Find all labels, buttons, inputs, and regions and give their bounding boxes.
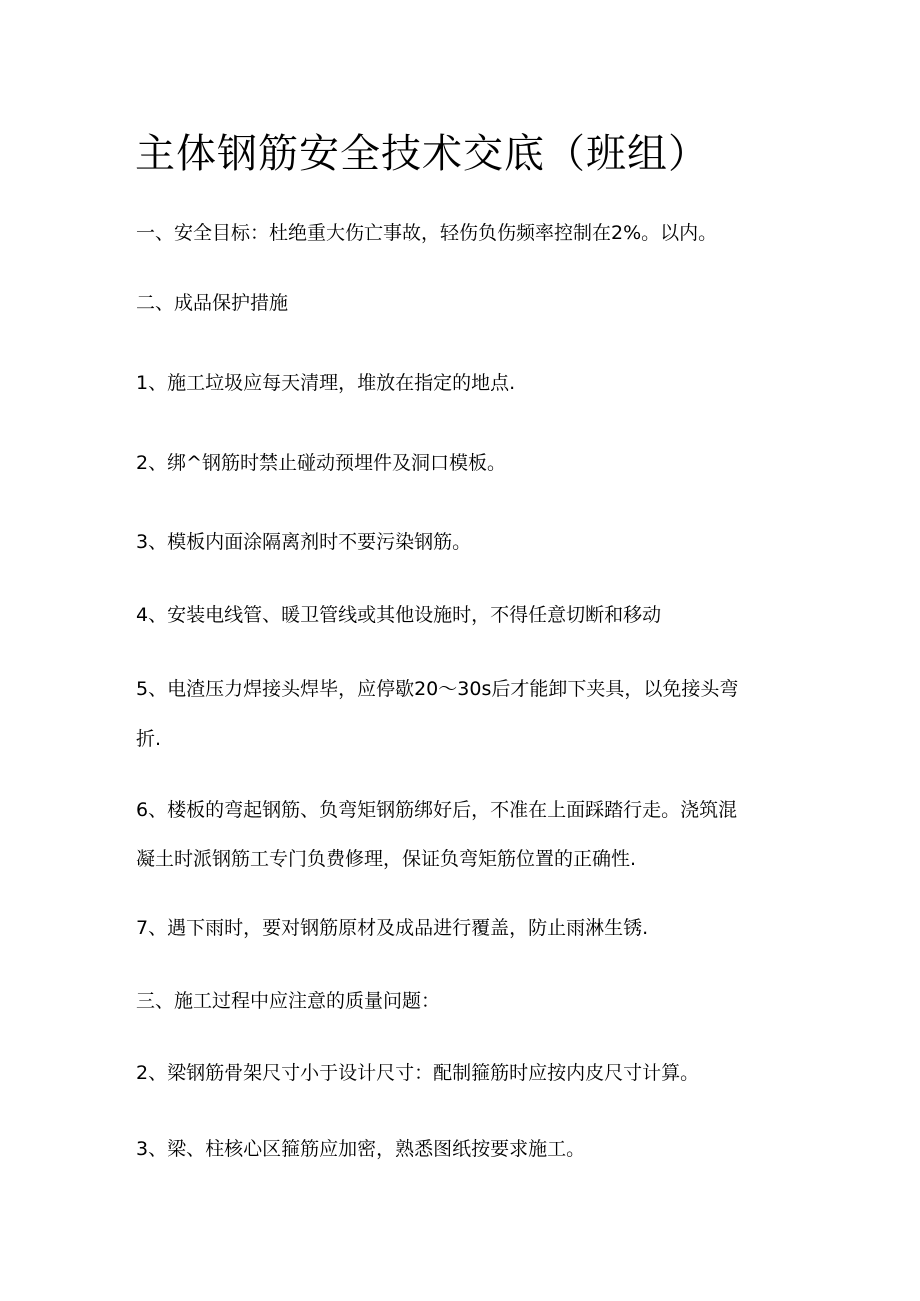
quality-item-2: 2、梁钢筋骨架尺寸小于设计尺寸：配制箍筋时应按内皮尺寸计算。	[136, 1062, 700, 1084]
protection-item-6-line-2: 凝土时派钢筋工专门负费修理，保证负弯矩筋位置的正确性.	[136, 848, 637, 870]
safety-goal-line: 一、安全目标：杜绝重大伤亡事故，轻伤负伤频率控制在2%。以内。	[136, 222, 718, 244]
protection-item-3: 3、模板内面涂隔离剂时不要污染钢筋。	[136, 531, 472, 553]
protection-item-5-line-2: 折.	[136, 728, 162, 750]
section-three-heading: 三、施工过程中应注意的质量问题：	[136, 990, 441, 1012]
protection-item-4: 4、安装电线管、暖卫管线或其他设施时，不得任意切断和移动	[136, 604, 662, 626]
protection-item-7: 7、遇下雨时，要对钢筋原材及成品进行覆盖，防止雨淋生锈.	[136, 917, 649, 939]
protection-item-2: 2、绑^钢筋时禁止碰动预埋件及洞口模板。	[136, 452, 507, 474]
protection-item-6-line-1: 6、楼板的弯起钢筋、负弯矩钢筋绑好后，不准在上面踩踏行走。浇筑混	[136, 799, 738, 821]
protection-item-1: 1、施工垃圾应每天清理，堆放在指定的地点.	[136, 372, 516, 394]
quality-item-3: 3、梁、柱核心区箍筋应加密，熟悉图纸按要求施工。	[136, 1138, 586, 1160]
protection-item-5-line-1: 5、电渣压力焊接头焊毕，应停歇20〜30s后才能卸下夹具，以免接头弯	[136, 678, 739, 700]
document-title: 主体钢筋安全技术交底（班组）	[135, 131, 709, 177]
section-two-heading: 二、成品保护措施	[136, 292, 289, 314]
